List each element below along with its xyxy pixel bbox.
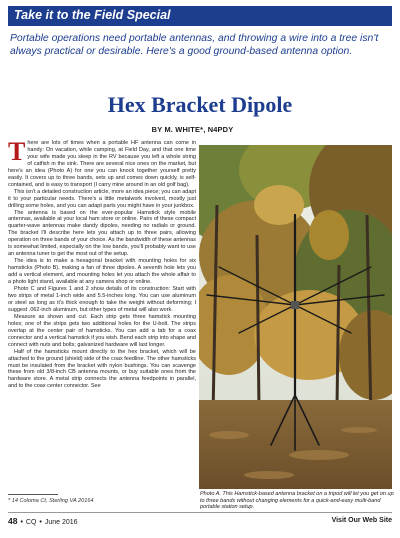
- article-paragraph: The idea is to make a hexagonal bracket with mounting holes for six hamsticks (Photo B), making a fan of three dipoles. A seventh hole lets you add a vertical element, and mounting holes let you attach the whole affair to a photo light stand, available at any camera shop or online.: [8, 258, 196, 286]
- photo-caption: Photo A. This Hamstick-based antenna bracket on a tripod will let you get on up to three bands without changing elements for a quick-and-easy multi-band portable station setup.: [200, 491, 394, 511]
- article-paragraph: Measure as shown and cut. Each strip gets three hamstick mounting holes; one of the strips gets two additional holes for the U-bolt. The strips overlap at the center pair of hamsticks. You can add a tab for a coax connector and a vertical hamstick if you wish. Bend each strip into shape and connect with nuts and bolts; galvanized hardware will last longer.: [8, 313, 196, 348]
- article-paragraph: Half of the hamsticks mount directly to the hex bracket, which will be attached to the ground (shield) side of the coax feedline. The other hamsticks must be insulated from the bracket with nylon bushings. You can scavenge these from old 3/8-inch CB antenna mounts, or buy suitable ones from the hardware store. A metal strip connects the antenna feedpoints in parallel, and to the coax center connector. See: [8, 348, 196, 390]
- banner-title: Take it to the Field Special: [14, 8, 171, 22]
- footnote-rule: [8, 494, 58, 495]
- hex-bracket: [291, 301, 299, 309]
- page-footer-left: 48 • CQ • June 2016: [8, 516, 78, 526]
- issue-date: June 2016: [44, 519, 78, 526]
- article-body: [8, 140, 196, 488]
- article-byline: BY M. WHITE*, N4PDY: [151, 125, 234, 134]
- article-paragraph-text: here are lots of times when a portable HF antenna can come in handy: On vacation, while camping, at Field Day, and that one time your wife made you sleep in the RV because you left a whole string of catfish in the sink. There are several nice ones on the market, but here's an idea (Photo A) for one you can knock together yourself pretty easily. It covers up to three bands, sets up and comes down quickly, is self-contained, and is easy to transport (I carry mine around in an old golf bag).: [8, 140, 196, 188]
- article-paragraph: Photo C and Figures 1 and 2 show details of its construction: Start with two strips of metal 1-inch wide and 5.5-inches long. You can use aluminum or steel as long as it's thick enough to take the weight without deforming; I suggest .062-inch aluminum, but other types of metal will also work.: [8, 286, 196, 313]
- magazine-name: CQ: [25, 519, 37, 526]
- article-paragraph: This isn't a detailed construction article, more an idea piece; you can adapt it to your particular needs. There's a little metalwork involved, mostly just drilling some holes, and you can adapt parts you might have in your junkbox.: [8, 188, 196, 209]
- footer-website: Visit Our Web Site: [331, 517, 392, 524]
- drop-cap: T: [8, 140, 26, 166]
- antenna-photo: [199, 145, 392, 489]
- section-banner: [8, 6, 392, 26]
- article-title: Hex Bracket Dipole: [107, 92, 293, 117]
- footer-rule: [8, 512, 392, 513]
- page-number: 48: [8, 516, 18, 526]
- author-footnote: * 14 Coloma Ct, Sterling VA 20164: [8, 498, 94, 504]
- article-paragraph: The antenna is based on the ever-popular Hamstick style mobile antennas, available at your local ham store or online. Pairs of these compact quarter-wave antennas make dandy dipoles, needing no radials or ground. The bracket I'll describe here lets you attach up to three pairs, allowing operation on three bands of your choice. As the bandwidth of these antennas is somewhat limited, especially on the low bands, you'll probably want to use an antenna tuner to get the most out of the setup.: [8, 209, 196, 258]
- article-paragraph: [8, 140, 196, 189]
- article-intro: Portable operations need portable antennas, and throwing a wire into a tree isn't always practical or desirable. Here's a good ground-based antenna option.: [10, 33, 379, 57]
